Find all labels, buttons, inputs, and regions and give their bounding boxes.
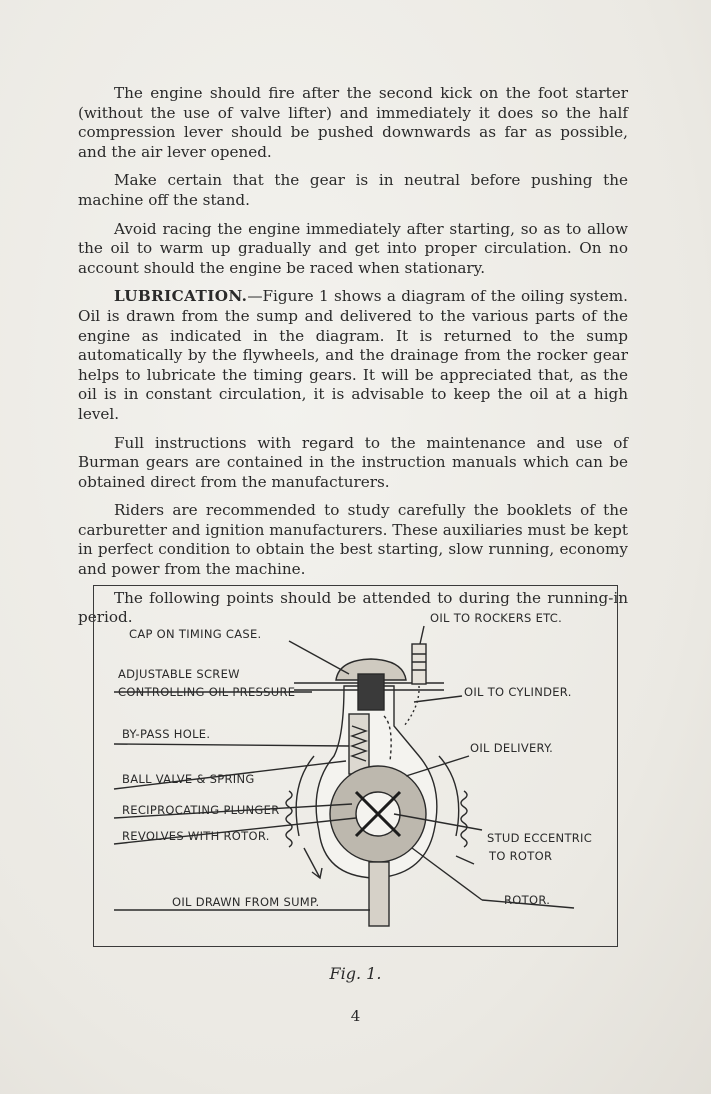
paragraph-7: The following points should be attended to during the running-in period. xyxy=(78,588,628,627)
label-oil-delivery: OIL DELIVERY. xyxy=(470,741,554,755)
label-cap-on-timing-case: CAP ON TIMING CASE. xyxy=(129,627,262,641)
rocker-pipe xyxy=(412,644,426,684)
oiling-system-diagram xyxy=(93,585,618,947)
label-oil-drawn-from-sump: OIL DRAWN FROM SUMP. xyxy=(172,895,320,909)
label-to-rotor: TO ROTOR xyxy=(489,849,553,863)
label-revolves-with-rotor: REVOLVES WITH ROTOR. xyxy=(122,829,270,843)
label-oil-to-rockers: OIL TO ROCKERS ETC. xyxy=(430,611,563,625)
lubrication-heading: LUBRICATION. xyxy=(114,287,248,306)
figure-caption: Fig. 1. xyxy=(329,964,382,983)
sump-pipe xyxy=(369,862,389,926)
adjustable-screw xyxy=(358,674,384,710)
label-reciprocating-plunger: RECIPROCATING PLUNGER xyxy=(122,803,280,817)
paragraph-lubrication: LUBRICATION.—Figure 1 shows a diagram of the oiling system. Oil is drawn from the sump and delivered to the various parts of the engine as indicated in the diagram. It is returned to the sump automatically by the flywheels, and the drainage from the rocker gear helps to lubricate the timing gears. It will be appreciated that, as the oil is in constant circulation, it is advisable to keep the oil at a high level. xyxy=(78,287,628,423)
label-controlling-oil-pressure: CONTROLLING OIL PRESSURE xyxy=(118,685,296,699)
right-spring xyxy=(461,791,467,847)
body-text xyxy=(78,84,628,637)
label-rotor: ROTOR. xyxy=(504,893,551,907)
paragraph-6: Riders are recommended to study carefully the booklets of the carburetter and ignition manufacturers. These auxiliaries must be kept in perfect condition to obtain the best starting, slow running, economy and power from the machine. xyxy=(78,501,628,579)
label-stud-eccentric: STUD ECCENTRIC xyxy=(487,831,593,845)
diagram-drawing xyxy=(94,586,617,946)
label-ball-valve-spring: BALL VALVE & SPRING xyxy=(122,772,255,786)
label-adjustable-screw: ADJUSTABLE SCREW xyxy=(118,667,240,681)
label-bypass-hole: BY-PASS HOLE. xyxy=(122,727,211,741)
paragraph-3: Avoid racing the engine immediately after starting, so as to allow the oil to warm up gradually and get into proper circulation. On no account should the engine be raced when stationary. xyxy=(78,219,628,277)
left-spring xyxy=(286,791,292,847)
paragraph-1: The engine should fire after the second kick on the foot starter (without the use of valve lifter) and immediately it does so the half compression lever should be pushed downwards as far as possible, and the air lever opened. xyxy=(78,84,628,161)
label-oil-to-cylinder: OIL TO CYLINDER. xyxy=(464,685,572,699)
page-number: 4 xyxy=(350,1007,361,1025)
paragraph-2: Make certain that the gear is in neutral before pushing the machine off the stand. xyxy=(78,171,628,209)
paragraph-5: Full instructions with regard to the maintenance and use of Burman gears are contained in the instruction manuals which can be obtained direct from the manufacturers. xyxy=(78,433,628,491)
